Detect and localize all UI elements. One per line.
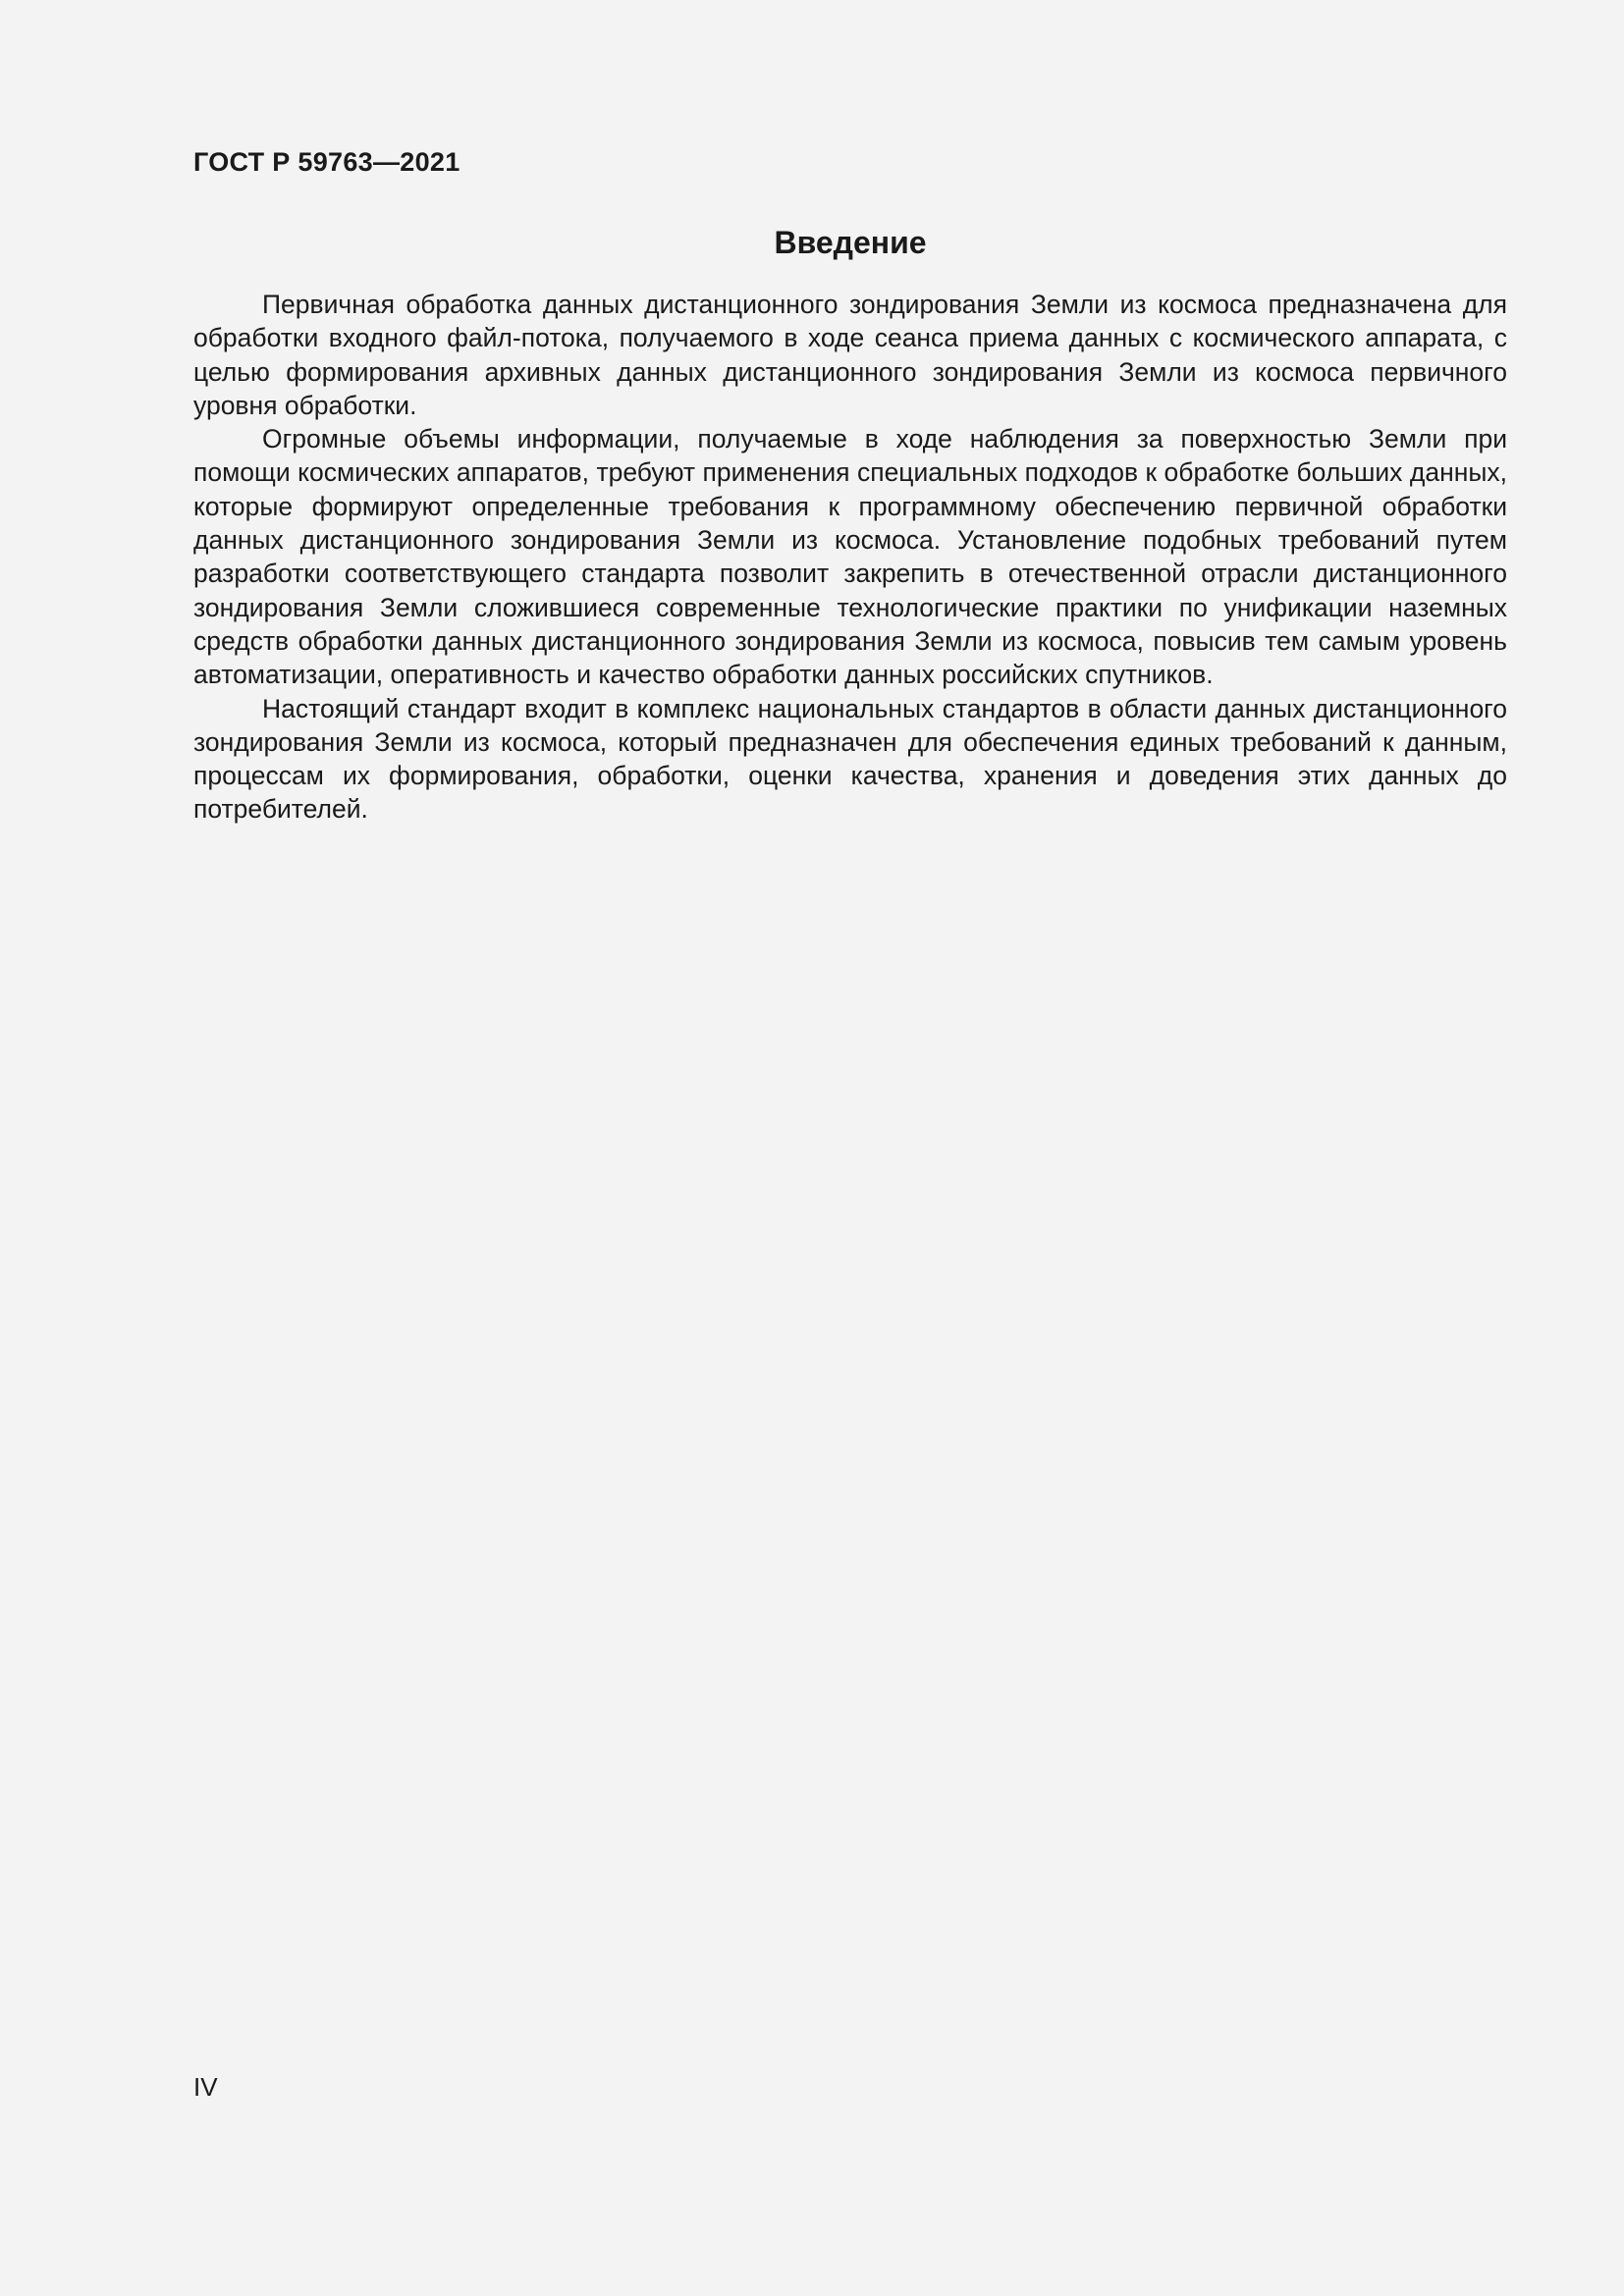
paragraph: Настоящий стандарт входит в комплекс национальных стандартов в области данных дистанционного зондирования Земли из космоса, который предназначен для обеспечения единых требований к данным, процессам их формирования, обработки, оценки качества, хранения и доведения этих данных до потребителей. (193, 693, 1507, 825)
page-number: IV (193, 2072, 218, 2102)
section-title: Введение (774, 225, 927, 260)
body-text (193, 288, 1507, 827)
document-header-standard-id: ГОСТ Р 59763—2021 (193, 147, 460, 177)
paragraph: Первичная обработка данных дистанционного зондирования Земли из космоса предназначена для обработки входного файл-потока, получаемого в ходе сеанса приема данных с космического аппарата, с целью формирования архивных данных дистанционного зондирования Земли из космоса первичного уровня обработки. (193, 290, 1507, 420)
paragraph: Огромные объемы информации, получаемые в ходе наблюдения за поверхностью Земли при помощи космических аппаратов, требуют применения специальных подходов к обработке больших данных, которые формируют определенные требования к программному обеспечению первичной обработки данных дистанционного зондирования Земли из космоса. Установление подобных требований путем разработки соответствующего стандарта позволит закрепить в отечественной отрасли дистанционного зондирования Земли сложившиеся современные технологические практики по унификации наземных средств обработки данных дистанционного зондирования Земли из космоса, повысив тем самым уровень автоматизации, оперативность и качество обработки данных российских спутников. (193, 424, 1507, 690)
